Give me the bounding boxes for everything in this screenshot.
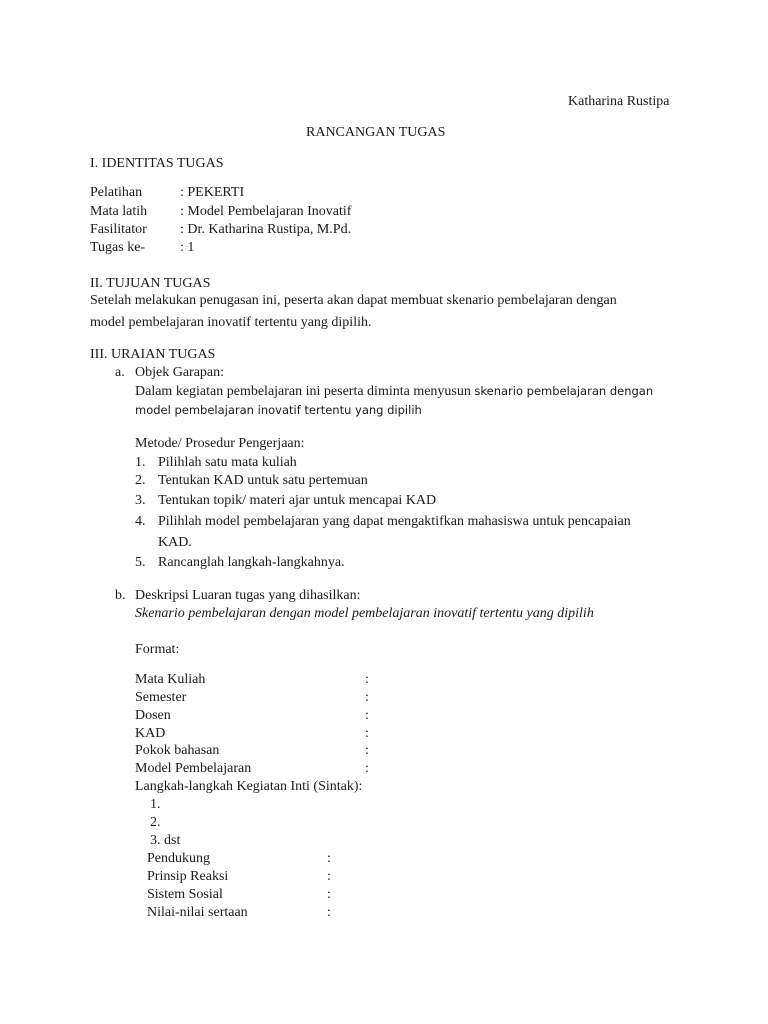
support-field-label: Sistem Sosial [147,887,223,902]
step-text: Pilihlah model pembelajaran yang dapat mengaktifkan mahasiswa untuk pencapaian [158,514,631,529]
objek-emphasis-line: model pembelajaran inovatif tertentu yang dipilih [135,403,422,417]
step-text: Tentukan topik/ materi ajar untuk mencapai KAD [158,493,437,508]
identity-label: Tugas ke- [90,240,146,255]
section-2-line: Setelah melakukan penugasan ini, peserta akan dapat membuat skenario pembelajaran dengan [90,293,617,308]
method-heading: Metode/ Prosedur Pengerjaan: [135,436,305,451]
step-number: 2. [135,473,146,488]
step-number: 3. [135,493,146,508]
format-field-colon: : [365,672,369,687]
document-title: RANCANGAN TUGAS [306,125,446,140]
format-field-label: KAD [135,726,166,741]
objek-garapan-title: Objek Garapan: [135,365,225,380]
support-field-colon: : [327,905,331,920]
format-field-colon: : [365,708,369,723]
format-field-colon: : [365,743,369,758]
step-number: 4. [135,514,146,529]
author-name: Katharina Rustipa [568,94,670,109]
section-1-heading: I. IDENTITAS TUGAS [90,156,224,171]
identity-value: : PEKERTI [180,185,245,200]
identity-value: : Model Pembelajaran Inovatif [180,204,352,219]
list-marker-b: b. [115,588,126,603]
sintak-number: 1. [150,797,161,812]
step-number: 5. [135,555,146,570]
section-3-heading: III. URAIAN TUGAS [90,347,216,362]
support-field-label: Pendukung [147,851,210,866]
format-field-label: Model Pembelajaran [135,761,252,776]
support-field-colon: : [327,851,331,866]
format-field-label: Mata Kuliah [135,672,206,687]
identity-value: : 1 [180,240,195,255]
format-label: Format: [135,642,180,657]
step-number: 1. [135,455,146,470]
format-field-label: Semester [135,690,187,705]
steps-heading: Langkah-langkah Kegiatan Inti (Sintak): [135,779,363,794]
section-2-line: model pembelajaran inovatif tertentu yang dipilih. [90,315,372,330]
identity-label: Fasilitator [90,222,147,237]
format-field-label: Dosen [135,708,171,723]
step-text: Rancanglah langkah-langkahnya. [158,555,345,570]
objek-emphasis-text: skenario pembelajaran dengan [474,384,654,398]
sintak-number: 3. dst [150,833,181,848]
objek-normal-text: Dalam kegiatan pembelajaran ini peserta diminta menyusun [135,384,475,399]
format-field-label: Pokok bahasan [135,743,220,758]
step-text-continued: KAD. [158,535,192,550]
list-marker-a: a. [115,365,125,380]
identity-label: Mata latih [90,204,148,219]
format-field-colon: : [365,726,369,741]
section-2-heading: II. TUJUAN TUGAS [90,276,211,291]
support-field-colon: : [327,869,331,884]
support-field-label: Prinsip Reaksi [147,869,229,884]
luaran-description: Skenario pembelajaran dengan model pembelajaran inovatif tertentu yang dipilih [135,606,594,621]
step-text: Pilihlah satu mata kuliah [158,455,297,470]
step-text: Tentukan KAD untuk satu pertemuan [158,473,368,488]
support-field-colon: : [327,887,331,902]
identity-value: : Dr. Katharina Rustipa, M.Pd. [180,222,352,237]
format-field-colon: : [365,761,369,776]
format-field-colon: : [365,690,369,705]
sintak-number: 2. [150,815,161,830]
support-field-label: Nilai-nilai sertaan [147,905,248,920]
objek-garapan-line [135,385,653,399]
identity-label: Pelatihan [90,185,143,200]
luaran-title: Deskripsi Luaran tugas yang dihasilkan: [135,588,361,603]
